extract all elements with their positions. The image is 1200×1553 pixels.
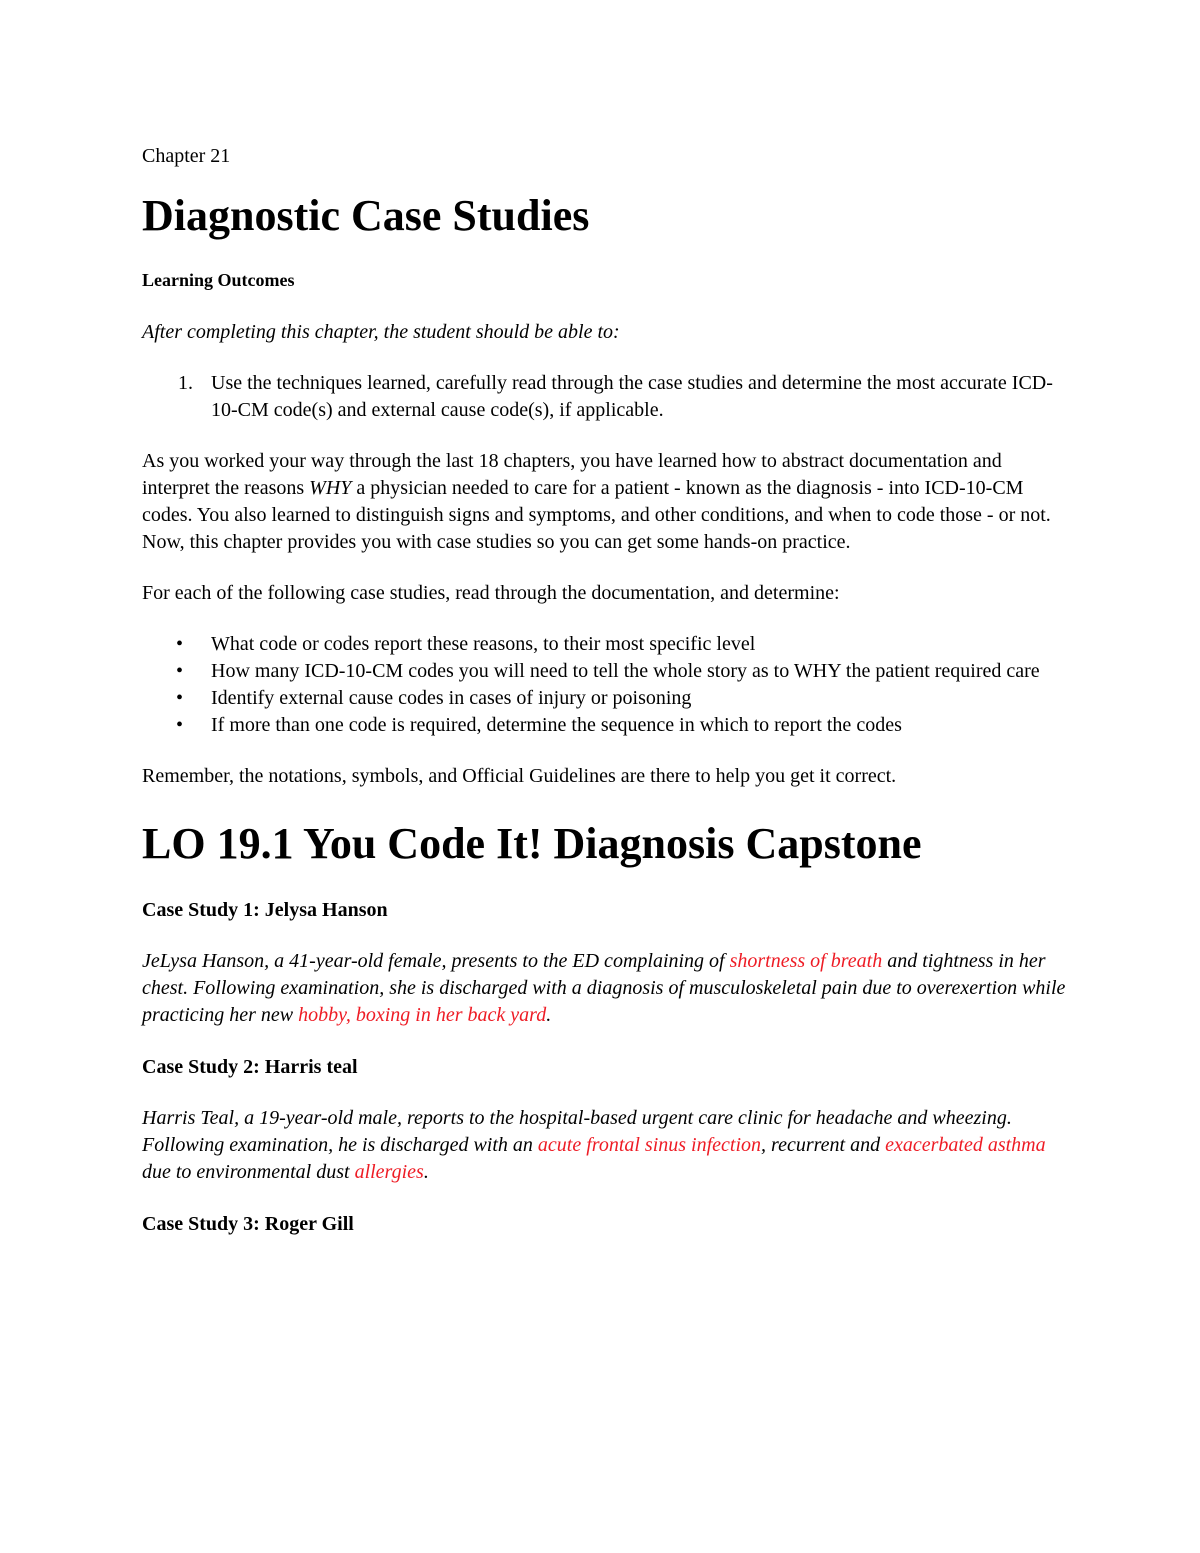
list-number: 1. [178, 372, 193, 394]
section-heading: LO 19.1 You Code It! Diagnosis Capstone [142, 819, 922, 868]
case-text-segment: JeLysa Hanson, a 41-year-old female, presents to the ED complaining of [142, 950, 730, 972]
list-item [142, 631, 1072, 658]
outcomes-list [142, 370, 1072, 424]
highlight-text: acute frontal sinus infection [537, 1134, 762, 1156]
case-study-1-text [142, 948, 1072, 1029]
paragraph-reminder: Remember, the notations, symbols, and Official Guidelines are there to help you get it correct. [142, 765, 897, 787]
paragraph-text: a physician needed to care for a patient - known as the diagnosis - into ICD-10-CM codes. You also learned to distinguish signs and symptoms, and other conditions, and when to code those - or not. Now, this chapter provides you with case studies so you can get some hands-on practice. [142, 477, 1051, 553]
case-text-segment: , recurrent and [761, 1134, 886, 1156]
intro-text: After completing this chapter, the student should be able to: [142, 321, 620, 343]
list-item [142, 685, 1072, 712]
paragraph-intro [142, 448, 1072, 556]
case-text-segment: and tightness in her chest. Following examination, she is discharged with a diagnosis of musculoskeletal pain due to overexertion while practicing her new [142, 950, 1066, 1026]
case-text-segment: due to environmental dust [142, 1161, 355, 1183]
case-study-1-heading: Case Study 1: Jelysa Hanson [142, 899, 388, 921]
highlight-text: allergies [354, 1161, 424, 1183]
list-item-text: Use the techniques learned, carefully read through the case studies and determine the most accurate ICD-10-CM code(s) and external cause code(s), if applicable. [211, 372, 1053, 421]
paragraph-text: As you worked your way through the last 18 chapters, you have learned how to abstract documentation and interpret the reasons [142, 450, 1002, 499]
chapter-label: Chapter 21 [142, 145, 231, 167]
document-title: Diagnostic Case Studies [142, 191, 590, 240]
list-item-text: If more than one code is required, determine the sequence in which to report the codes [211, 714, 902, 736]
case-study-2-text [142, 1105, 1072, 1186]
learning-outcomes-label: Learning Outcomes [142, 270, 295, 290]
case-study-3-heading: Case Study 3: Roger Gill [142, 1213, 354, 1235]
case-study-2-heading: Case Study 2: Harris teal [142, 1056, 358, 1078]
list-item-text: Identify external cause codes in cases of injury or poisoning [211, 687, 692, 709]
document-page [142, 140, 1072, 1238]
highlight-text: shortness of breath [729, 950, 883, 972]
emphasis-why: WHY [309, 477, 352, 499]
bullet-icon: • [176, 687, 184, 709]
determine-list [142, 631, 1072, 739]
bullet-icon: • [176, 633, 184, 655]
list-item-text: How many ICD-10-CM codes you will need to tell the whole story as to WHY the patient required care [211, 660, 1040, 682]
list-item [142, 712, 1072, 739]
bullet-icon: • [176, 714, 184, 736]
paragraph-instructions: For each of the following case studies, read through the documentation, and determine: [142, 582, 840, 604]
highlight-text: exacerbated asthma [885, 1134, 1046, 1156]
list-item-text: What code or codes report these reasons, to their most specific level [211, 633, 756, 655]
case-text-segment: Harris Teal, a 19-year-old male, reports to the hospital-based urgent care clinic for headache and wheezing. Following examination, he is discharged with an [142, 1107, 1012, 1156]
highlight-text: hobby, boxing in her back yard [298, 1004, 547, 1026]
list-item [142, 370, 1072, 424]
list-item [142, 658, 1072, 685]
case-text-segment: . [423, 1161, 429, 1183]
case-text-segment: . [546, 1004, 552, 1026]
bullet-icon: • [176, 660, 184, 682]
